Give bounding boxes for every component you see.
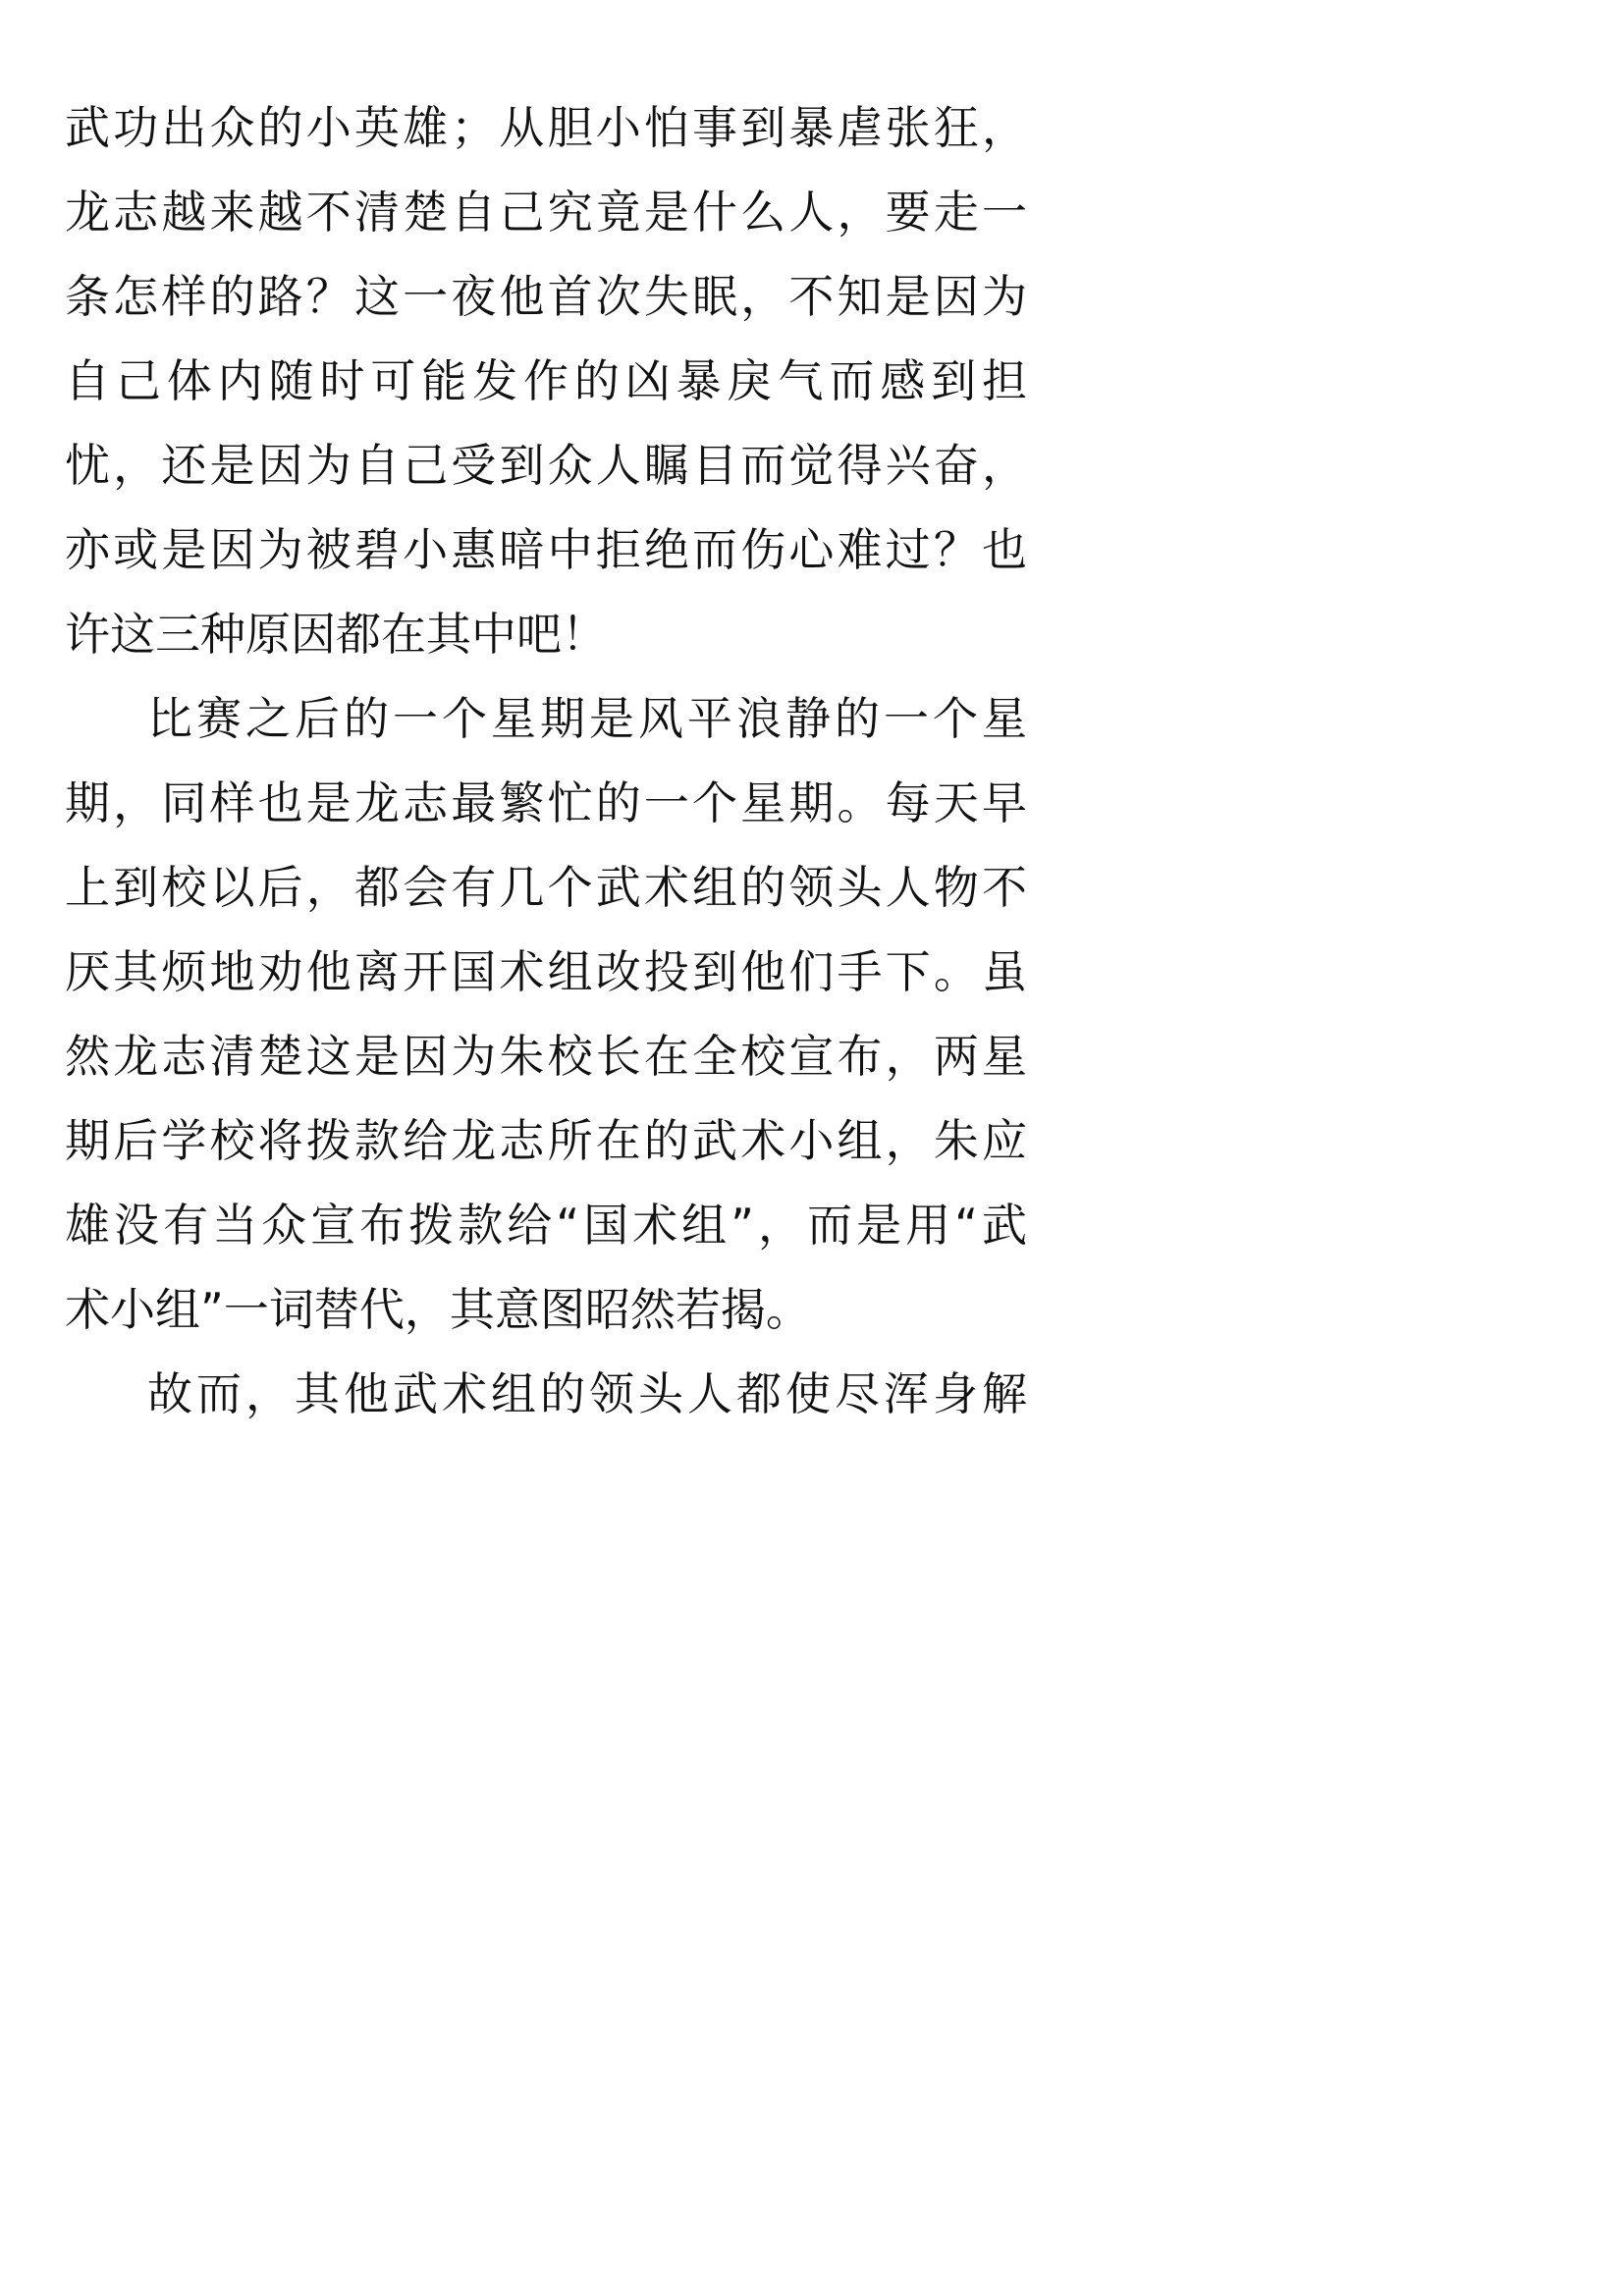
body-text bbox=[65, 85, 1027, 1436]
paragraph-end-line: 术小组”一词替代，其意图昭然若揭。 bbox=[65, 1283, 811, 1336]
text-line: 自己体内随时可能发作的凶暴戾气而感到担 bbox=[65, 354, 1027, 407]
text-line: 亦或是因为被碧小惠暗中拒绝而伤心难过？也 bbox=[65, 523, 1027, 576]
text-line: 上到校以后，都会有几个武术组的领头人物不 bbox=[65, 861, 1027, 914]
paragraph-start-line: 比赛之后的一个星期是风平浪静的一个星 bbox=[147, 692, 1027, 745]
text-line: 忧，还是因为自己受到众人瞩目而觉得兴奋， bbox=[65, 439, 1027, 492]
text-line: 条怎样的路？这一夜他首次失眠，不知是因为 bbox=[65, 270, 1027, 323]
text-line: 武功出众的小英雄；从胆小怕事到暴虐张狂， bbox=[65, 101, 1027, 154]
text-line: 厌其烦地劝他离开国术组改投到他们手下。虽 bbox=[65, 945, 1027, 998]
text-line: 龙志越来越不清楚自己究竟是什么人，要走一 bbox=[65, 186, 1027, 239]
text-line: 雄没有当众宣布拨款给“国术组”，而是用“武 bbox=[65, 1199, 1027, 1252]
text-line: 然龙志清楚这是因为朱校长在全校宣布，两星 bbox=[65, 1030, 1027, 1083]
text-line: 期后学校将拨款给龙志所在的武术小组，朱应 bbox=[65, 1114, 1027, 1167]
paragraph-end-line: 许这三种原因都在其中吧！ bbox=[65, 608, 607, 661]
paragraph-start-line: 故而，其他武术组的领头人都使尽浑身解 bbox=[147, 1367, 1027, 1420]
text-line: 期，同样也是龙志最繁忙的一个星期。每天早 bbox=[65, 776, 1027, 829]
document-page bbox=[0, 0, 1083, 1531]
